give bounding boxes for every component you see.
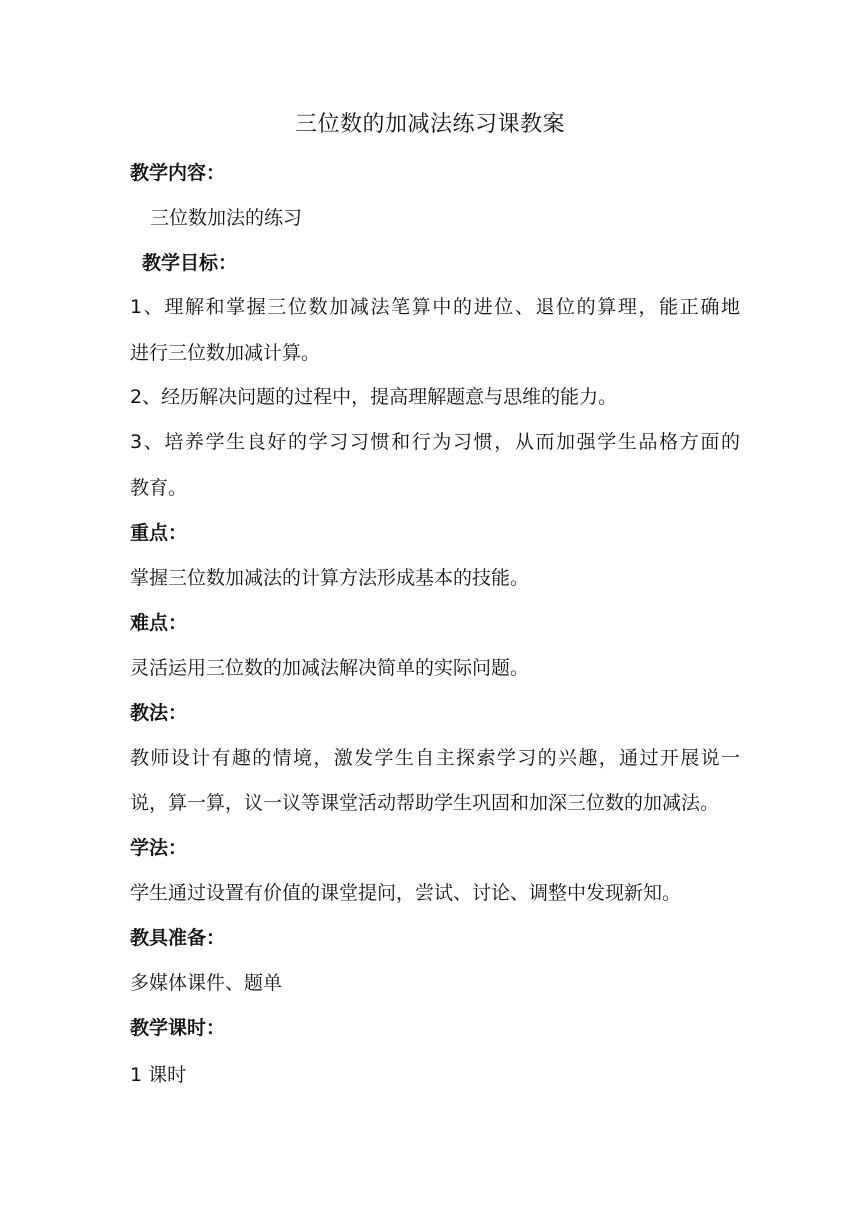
teaching-aids-line: 多媒体课件、题单 [130,972,283,994]
heading-learning-method: 学法： [130,837,188,859]
goal-line: 教育。 [130,477,188,499]
content-line: 三位数加法的练习 [150,207,303,229]
learning-method-line: 学生通过设置有价值的课堂提问，尝试、讨论、调整中发现新知。 [130,882,682,904]
difficulty-line: 灵活运用三位数的加减法解决简单的实际问题。 [130,657,530,679]
document-title: 三位数的加减法练习课教案 [294,112,565,137]
heading-class-hours: 教学课时： [130,1017,226,1039]
heading-teaching-aids: 教具准备： [130,927,226,949]
heading-difficulties: 难点： [130,612,188,634]
goal-line: 3、培养学生良好的学习习惯和行为习惯，从而加强学生品格方面的 [130,431,740,453]
method-line: 说，算一算，议一议等课堂活动帮助学生巩固和加深三位数的加减法。 [130,792,720,814]
heading-teaching-method: 教法： [130,702,188,724]
goal-line: 1、理解和掌握三位数加减法笔算中的进位、退位的算理，能正确地 [130,296,740,318]
heading-teaching-content: 教学内容： [130,162,226,184]
method-line: 教师设计有趣的情境，激发学生自主探索学习的兴趣，通过开展说一 [130,747,740,769]
goal-line: 2、经历解决问题的过程中，提高理解题意与思维的能力。 [130,386,618,408]
key-point-line: 掌握三位数加减法的计算方法形成基本的技能。 [130,567,530,589]
goal-line: 进行三位数加减计算。 [130,342,321,364]
heading-key-points: 重点： [130,522,188,544]
heading-teaching-goals: 教学目标： [142,252,238,274]
class-hours-line: 1 课时 [130,1064,187,1086]
